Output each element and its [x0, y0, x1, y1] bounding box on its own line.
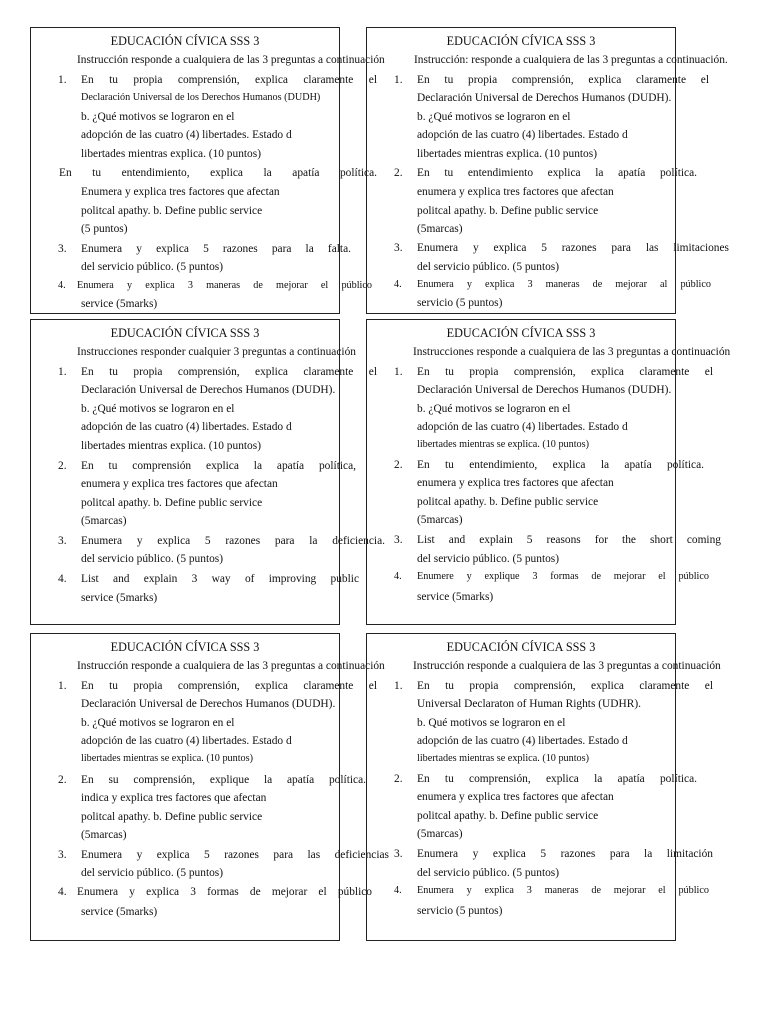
- question-4-line: servicio (5 puntos): [417, 905, 503, 917]
- question-1-line: b. ¿Qué motivos se lograron en el: [417, 111, 571, 123]
- card-instruction: Instrucciones responde a cualquiera de las 3 preguntas a continuación: [413, 346, 731, 358]
- card-title: EDUCACIÓN CÍVICA SSS 3: [446, 326, 596, 340]
- question-2-line: enumera y explica tres factores que afectan: [81, 478, 278, 490]
- question-number: 2.: [58, 774, 67, 786]
- question-number: 2.: [394, 167, 403, 179]
- question-number: 1.: [58, 680, 67, 692]
- question-3-line: del servicio público. (5 puntos): [81, 261, 224, 273]
- question-2-line: politcal apathy. b. Define public service: [81, 205, 263, 217]
- question-2-line: (5marcas): [417, 223, 463, 235]
- question-number: 4.: [58, 573, 67, 585]
- question-3-line: Enumera y explica 5 razones para las limitaciones: [417, 242, 729, 254]
- question-2-line: (5marcas): [417, 828, 463, 840]
- question-number: 1.: [394, 366, 403, 378]
- card-title: EDUCACIÓN CÍVICA SSS 3: [446, 34, 596, 48]
- card-instruction: Instrucción: responde a cualquiera de las 3 preguntas a continuación.: [414, 54, 728, 66]
- exam-card-2: [366, 27, 729, 314]
- question-number: 3.: [394, 848, 403, 860]
- question-1-line: libertades mientras se explica. (10 puntos): [81, 753, 254, 764]
- question-4-line: servicio (5 puntos): [417, 297, 503, 309]
- question-1-line: adopción de las cuatro (4) libertades. Estado d: [417, 129, 628, 141]
- question-number: 3.: [394, 242, 403, 254]
- exam-card-6: [366, 633, 721, 941]
- question-2-line: (5marcas): [81, 829, 127, 841]
- exam-card-1: [30, 27, 385, 314]
- question-1-line: En tu propia comprensión, explica claramente el: [417, 366, 713, 378]
- question-2-line: enumera y explica tres factores que afectan: [417, 186, 614, 198]
- question-3-line: del servicio público. (5 puntos): [81, 867, 224, 879]
- question-1-line: Universal Declaraton of Human Rights (UDHR).: [417, 698, 641, 710]
- question-number: 4.: [58, 280, 66, 291]
- question-2-line: Enumera y explica tres factores que afectan: [81, 186, 280, 198]
- question-1-line: libertades mientras explica. (10 puntos): [81, 148, 261, 160]
- question-2-line: En tu entendimiento, explica la apatía política.: [59, 167, 377, 179]
- question-1-line: Declaración Universal de Derechos Humanos (DUDH).: [81, 384, 336, 396]
- question-1-line: libertades mientras se explica. (10 puntos): [417, 753, 590, 764]
- question-number: 4.: [58, 886, 67, 898]
- question-number: 1.: [58, 366, 67, 378]
- question-1-line: En tu propia comprensión, explica claramente el: [81, 74, 377, 86]
- question-1-line: libertades mientras explica. (10 puntos): [81, 440, 261, 452]
- question-number: 2.: [394, 773, 403, 785]
- question-3-line: del servicio público. (5 puntos): [81, 553, 224, 565]
- question-1-line: En tu propia comprensión, explica claramente el: [81, 680, 377, 692]
- question-4-line: Enumere y explique 3 formas de mejorar el público: [417, 571, 709, 582]
- question-2-line: politcal apathy. b. Define public service: [81, 497, 263, 509]
- question-number: 3.: [58, 243, 67, 255]
- question-1-line: adopción de las cuatro (4) libertades. Estado d: [81, 421, 292, 433]
- question-1-line: En tu propia comprensión, explica claramente el: [417, 680, 713, 692]
- question-4-line: List and explain 3 way of improving public: [81, 573, 359, 585]
- question-2-line: politcal apathy. b. Define public service: [81, 811, 263, 823]
- question-2-line: En su comprensión, explique la apatía política.: [81, 774, 366, 786]
- card-instruction: Instrucciones responder cualquier 3 preguntas a continuación: [77, 346, 356, 358]
- question-4-line: service (5marks): [81, 906, 158, 918]
- question-1-line: b. Qué motivos se lograron en el: [417, 717, 566, 729]
- question-1-line: b. ¿Qué motivos se lograron en el: [81, 403, 235, 415]
- question-2-line: (5 puntos): [81, 223, 128, 235]
- question-number: 4.: [394, 279, 402, 290]
- exam-card-4: [366, 319, 731, 625]
- question-1-line: Declaración Universal de Derechos Humanos (DUDH).: [417, 384, 672, 396]
- question-1-line: adopción de las cuatro (4) libertades. Estado d: [417, 735, 628, 747]
- question-number: 1.: [394, 74, 403, 86]
- question-3-line: del servicio público. (5 puntos): [417, 553, 560, 565]
- question-3-line: del servicio público. (5 puntos): [417, 261, 560, 273]
- question-2-line: (5marcas): [417, 514, 463, 526]
- question-1-line: Declaración Universal de Derechos Humanos (DUDH).: [81, 698, 336, 710]
- question-1-line: En tu propia comprensión, explica claramente el: [81, 366, 377, 378]
- card-title: EDUCACIÓN CÍVICA SSS 3: [110, 640, 260, 654]
- question-2-line: (5marcas): [81, 515, 127, 527]
- question-1-line: b. ¿Qué motivos se lograron en el: [81, 717, 235, 729]
- question-2-line: politcal apathy. b. Define public service: [417, 810, 599, 822]
- question-3-line: List and explain 5 reasons for the short coming: [417, 534, 721, 546]
- exam-card-5: [30, 633, 389, 941]
- card-title: EDUCACIÓN CÍVICA SSS 3: [110, 34, 260, 48]
- question-3-line: Enumera y explica 5 razones para la falta.: [81, 243, 351, 255]
- card-title: EDUCACIÓN CÍVICA SSS 3: [110, 326, 260, 340]
- question-4-line: service (5marks): [417, 591, 494, 603]
- question-1-line: b. ¿Qué motivos se lograron en el: [417, 403, 571, 415]
- question-4-line: service (5marks): [81, 298, 158, 310]
- card-instruction: Instrucción responde a cualquiera de las 3 preguntas a continuación: [77, 660, 385, 672]
- question-1-line: libertades mientras explica. (10 puntos): [417, 148, 597, 160]
- question-3-line: Enumera y explica 5 razones para las deficiencias: [81, 849, 389, 861]
- question-number: 1.: [58, 74, 67, 86]
- question-1-line: En tu propia comprensión, explica claramente el: [417, 74, 709, 86]
- card-instruction: Instrucción responde a cualquiera de las 3 preguntas a continuación: [413, 660, 721, 672]
- question-4-line: Enumera y explica 3 formas de mejorar el público: [77, 886, 372, 898]
- exam-card-3: [30, 319, 385, 625]
- question-number: 1.: [394, 680, 403, 692]
- question-number: 4.: [394, 571, 402, 582]
- question-number: 3.: [394, 534, 403, 546]
- question-1-line: adopción de las cuatro (4) libertades. Estado d: [417, 421, 628, 433]
- question-2-line: En tu entendimiento explica la apatía política.: [417, 167, 697, 179]
- question-2-line: enumera y explica tres factores que afectan: [417, 477, 614, 489]
- question-1-line: Declaración Universal de los Derechos Humanos (DUDH): [81, 92, 321, 103]
- question-3-line: Enumera y explica 5 razones para la limitación: [417, 848, 713, 860]
- card-title: EDUCACIÓN CÍVICA SSS 3: [446, 640, 596, 654]
- question-number: 2.: [394, 459, 403, 471]
- question-4-line: Enumera y explica 3 maneras de mejorar el público: [77, 280, 372, 291]
- question-2-line: En tu comprensión explica la apatía política,: [81, 460, 356, 472]
- question-2-line: politcal apathy. b. Define public service: [417, 496, 599, 508]
- question-1-line: Declaración Universal de Derechos Humanos (DUDH).: [417, 92, 672, 104]
- question-number: 2.: [58, 460, 67, 472]
- question-3-line: Enumera y explica 5 razones para la deficiencia.: [81, 535, 385, 547]
- question-1-line: adopción de las cuatro (4) libertades. Estado d: [81, 735, 292, 747]
- question-2-line: enumera y explica tres factores que afectan: [417, 791, 614, 803]
- question-2-line: En tu comprensión, explica la apatía política.: [417, 773, 697, 785]
- question-2-line: politcal apathy. b. Define public service: [417, 205, 599, 217]
- question-number: 4.: [394, 885, 402, 896]
- question-4-line: service (5marks): [81, 592, 158, 604]
- question-4-line: Enumera y explica 3 maneras de mejorar al público: [417, 279, 711, 290]
- question-number: 3.: [58, 849, 67, 861]
- question-1-line: b. ¿Qué motivos se lograron en el: [81, 111, 235, 123]
- question-2-line: indica y explica tres factores que afectan: [81, 792, 267, 804]
- question-4-line: Enumera y explica 3 maneras de mejorar el público: [417, 885, 709, 896]
- card-instruction: Instrucción responde a cualquiera de las 3 preguntas a continuación: [77, 54, 385, 66]
- question-3-line: del servicio público. (5 puntos): [417, 867, 560, 879]
- question-1-line: adopción de las cuatro (4) libertades. Estado d: [81, 129, 292, 141]
- question-number: 3.: [58, 535, 67, 547]
- question-2-line: En tu entendimiento, explica la apatía política.: [417, 459, 704, 471]
- question-1-line: libertades mientras se explica. (10 puntos): [417, 439, 590, 450]
